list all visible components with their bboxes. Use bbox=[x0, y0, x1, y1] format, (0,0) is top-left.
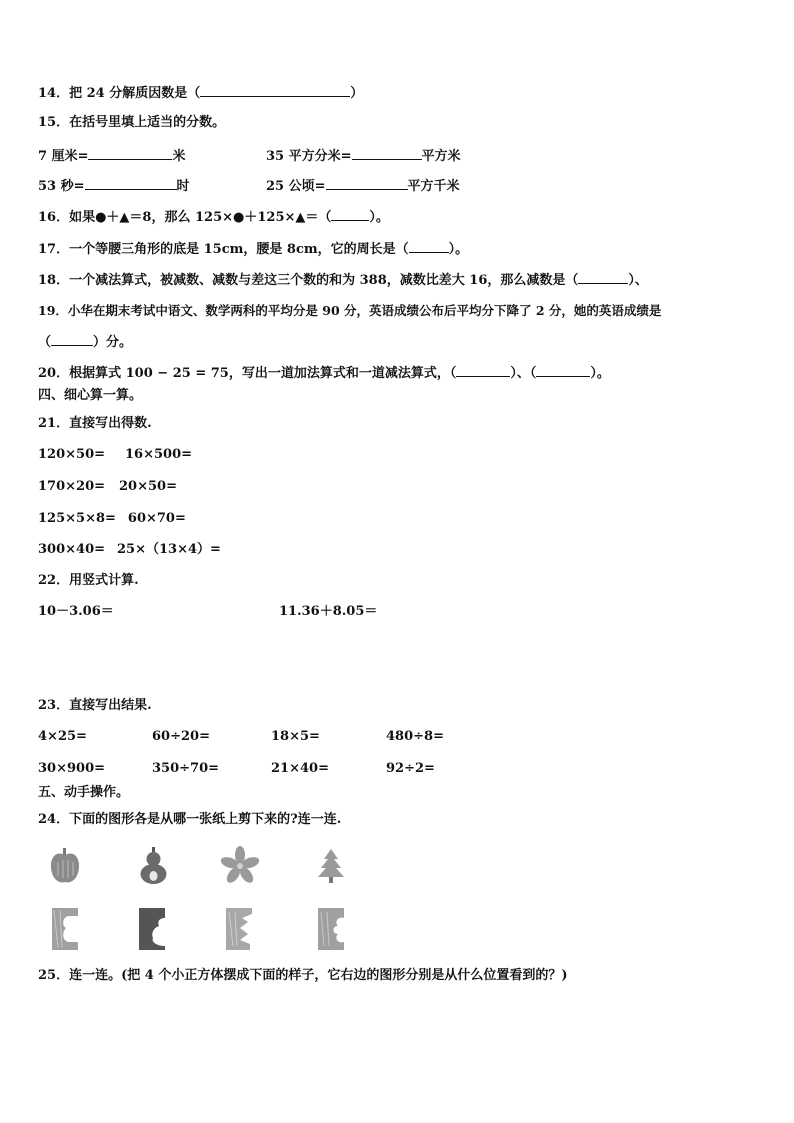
answer-blank[interactable] bbox=[326, 177, 408, 190]
answer-blank[interactable] bbox=[578, 271, 628, 284]
q21-row-4: 300×40= 25×（13×4）= bbox=[38, 542, 221, 557]
q15-row2-a: 53 秒= 时 bbox=[38, 179, 190, 194]
answer-blank[interactable] bbox=[85, 177, 177, 190]
cut-paper-tree-icon[interactable] bbox=[224, 906, 254, 952]
question-22-title: 22．用竖式计算. bbox=[38, 573, 139, 588]
question-14: 14．把 24 分解质因数是（ ） bbox=[38, 86, 364, 101]
answer-blank[interactable] bbox=[331, 208, 369, 221]
q23-r2-c1: 30×900= bbox=[38, 761, 106, 776]
answer-blank[interactable] bbox=[200, 84, 350, 97]
q23-r2-c4: 92÷2= bbox=[386, 761, 435, 776]
q23-r1-c3: 18×5= bbox=[271, 729, 320, 744]
q21-row-1: 120×50= 16×500= bbox=[38, 447, 193, 462]
cut-paper-apple-icon[interactable] bbox=[50, 906, 80, 952]
q15-row2-b: 25 公顷= 平方千米 bbox=[266, 179, 460, 194]
answer-blank[interactable] bbox=[51, 333, 93, 346]
section-4-heading: 四、细心算一算。 bbox=[38, 388, 143, 403]
question-20: 20．根据算式 100 − 25 = 75，写出一道加法算式和一道减法算式，（ ）、（ ）。 bbox=[38, 366, 610, 381]
answer-blank[interactable] bbox=[352, 147, 422, 160]
cut-paper-flower-icon[interactable] bbox=[316, 906, 346, 952]
q23-r2-c2: 350÷70= bbox=[152, 761, 220, 776]
q22-problem-a: 10－3.06＝ bbox=[38, 604, 114, 619]
q23-r2-c3: 21×40= bbox=[271, 761, 329, 776]
gourd-icon[interactable] bbox=[137, 846, 171, 886]
question-25-title: 25．连一连。(把 4 个小正方体摆成下面的样子，它右边的图形分别是从什么位置看到的？) bbox=[38, 968, 568, 983]
question-15-title: 15．在括号里填上适当的分数。 bbox=[38, 115, 226, 130]
q23-r1-c1: 4×25= bbox=[38, 729, 87, 744]
question-21-title: 21．直接写出得数. bbox=[38, 416, 152, 431]
question-16: 16．如果●＋▲＝8，那么 125×●＋125×▲＝（ ）。 bbox=[38, 210, 389, 225]
q21-row-2: 170×20= 20×50= bbox=[38, 479, 177, 494]
question-19-line1: 19．小华在期末考试中语文、数学两科的平均分是 90 分，英语成绩公布后平均分下降了 2 分，她的英语成绩是 bbox=[38, 303, 662, 318]
q23-r1-c4: 480÷8= bbox=[386, 729, 444, 744]
answer-blank[interactable] bbox=[409, 240, 449, 253]
question-17: 17．一个等腰三角形的底是 15cm，腰是 8cm，它的周长是（ ）。 bbox=[38, 242, 469, 257]
question-19-line2: （ ）分。 bbox=[38, 335, 133, 350]
q23-r1-c2: 60÷20= bbox=[152, 729, 210, 744]
answer-blank[interactable] bbox=[88, 147, 172, 160]
q21-row-3: 125×5×8= 60×70= bbox=[38, 511, 186, 526]
answer-blank[interactable] bbox=[536, 364, 590, 377]
q15-row1-a: 7 厘米= 米 bbox=[38, 149, 186, 164]
question-23-title: 23．直接写出结果. bbox=[38, 698, 152, 713]
q15-row1-b: 35 平方分米= 平方米 bbox=[266, 149, 461, 164]
question-24-title: 24．下面的图形各是从哪一张纸上剪下来的?连一连. bbox=[38, 812, 342, 827]
cut-paper-gourd-icon[interactable] bbox=[137, 906, 167, 952]
flower-icon[interactable] bbox=[220, 846, 260, 886]
question-18: 18．一个减法算式，被减数、减数与差这三个数的和为 388，减数比差大 16，那么减数是（ ）、 bbox=[38, 273, 648, 288]
apple-icon[interactable] bbox=[48, 846, 82, 886]
q22-problem-b: 11.36＋8.05＝ bbox=[279, 604, 378, 619]
tree-icon[interactable] bbox=[314, 846, 348, 886]
answer-blank[interactable] bbox=[456, 364, 510, 377]
section-5-heading: 五、动手操作。 bbox=[38, 785, 130, 800]
